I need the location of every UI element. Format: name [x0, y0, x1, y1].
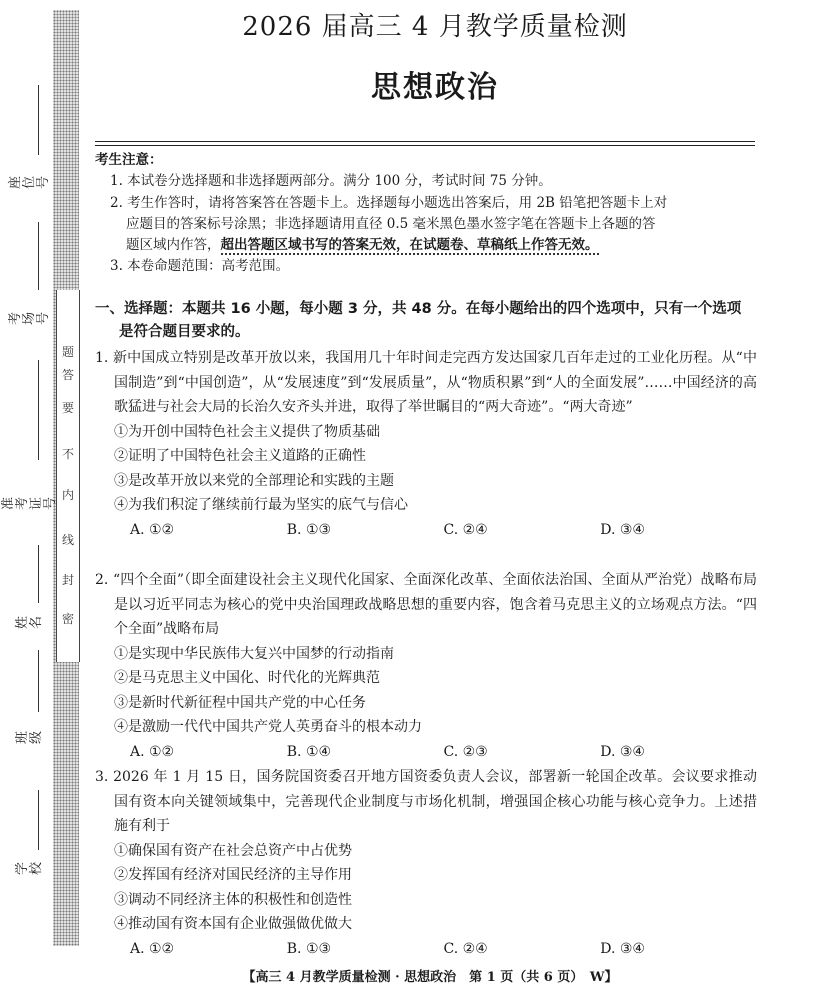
choice-b[interactable]: B. ①③ [286, 521, 332, 538]
notice-item-2-cont-2 [95, 235, 757, 256]
notice-item-2-line-1: 2. 考生作答时，请将答案答在答题卡上。选择题每小题选出答案后，用 2B 铅笔把答题卡上对 [110, 194, 668, 211]
choice-a[interactable]: A. ①② [130, 940, 175, 957]
admission-number-label: 准考证号 [1, 496, 58, 510]
class-label: 班级 [15, 730, 44, 744]
seal-char: 密 [61, 612, 74, 626]
question-3 [95, 765, 757, 961]
name-line[interactable] [38, 545, 39, 603]
subject-title: 思想政治 [371, 70, 499, 105]
choice-a[interactable]: A. ①② [130, 521, 175, 538]
option-2: ②发挥国有经济对国民经济的主导作用 [114, 867, 352, 883]
room-number-label: 考场号 [8, 311, 51, 325]
notice-scope: 高考范围。 [221, 258, 290, 275]
option-4: ④为我们积淀了继续前行最为坚实的底气与信心 [114, 497, 408, 513]
question-stem: 3. 2026 年 1 月 15 日，国务院国资委召开地方国资委负责人会议，部署新一轮国企改革。会议要求推动国有资本向关键领域集中，完善现代企业制度与市场化机制，增强国企核心功能与核心竞争力。上述措施有利于 [95, 769, 757, 834]
room-number-line[interactable] [38, 222, 39, 290]
seat-number-label: 座位号 [8, 175, 51, 189]
option-3: ③调动不同经济主体的积极性和创造性 [114, 891, 352, 908]
choice-d[interactable]: D. ③④ [600, 521, 645, 538]
section-heading-line-1: 一、选择题：本题共 16 小题，每小题 3 分，共 48 分。在每小题给出的四个选项中，只有一个选项 [95, 301, 742, 317]
seal-char: 题 [61, 345, 74, 359]
notice-item-2 [95, 193, 757, 214]
notice-item-3 [95, 256, 757, 277]
page-footer: 【高三 4 月教学质量检测 · 思想政治 第 1 页（共 6 页） W】 [242, 970, 618, 985]
admission-number-line[interactable] [38, 360, 39, 460]
notice-heading: 考生注意： [95, 152, 163, 168]
option-4: ④是激励一代代中国共产党人英勇奋斗的根本动力 [114, 719, 422, 735]
section-heading [95, 298, 759, 344]
option-1: ①为开创中国特色社会主义提供了物质基础 [114, 423, 380, 440]
notice-item-3-prefix: 3. 本卷命题范围： [110, 258, 222, 275]
exam-title: 2026 届高三 4 月教学质量检测 [242, 12, 628, 42]
option-3: ③是改革开放以来党的全部理论和实践的主题 [114, 472, 394, 489]
name-label: 姓名 [15, 615, 44, 629]
choice-d[interactable]: D. ③④ [600, 940, 645, 957]
choice-b[interactable]: B. ①④ [286, 743, 332, 760]
seal-char: 线 [61, 533, 74, 547]
notice-emphasis: 超出答题区域书写的答案无效，在试题卷、草稿纸上作答无效。 [220, 237, 599, 254]
choice-a[interactable]: A. ①② [130, 743, 175, 760]
question-stem: 1. 新中国成立特别是改革开放以来，我国用几十年时间走完西方发达国家几百年走过的工业化历程。从“中国制造”到“中国创造”，从“发展速度”到“发展质量”，从“物质积累”到“人的全面发展”……中国经济的高歌猛进与社会大局的长治久安齐头并进，取得了举世瞩目的“两大奇迹”。“两大奇迹” [95, 350, 757, 415]
seal-char: 答 [61, 368, 74, 382]
choice-d[interactable]: D. ③④ [600, 743, 645, 760]
question-1 [95, 346, 757, 542]
school-line[interactable] [38, 790, 39, 850]
option-1: ①是实现中华民族伟大复兴中国梦的行动指南 [114, 645, 394, 662]
notice-item-1: 1. 本试卷分选择题和非选择题两部分。满分 100 分，考试时间 75 分钟。 [110, 173, 552, 190]
option-4: ④推动国有资本国有企业做强做优做大 [114, 916, 352, 932]
option-2: ②是马克思主义中国化、时代化的光辉典范 [114, 670, 380, 686]
seal-line-box [56, 290, 80, 662]
notice-item-2-line-2: 应题目的答案标号涂黑；非选择题请用直径 0.5 毫米黑色墨水签字笔在答题卡上各题的答 [126, 215, 656, 232]
school-label: 学校 [15, 861, 44, 875]
header-rule [95, 141, 755, 146]
seal-char: 内 [61, 488, 74, 502]
notice-item-2-cont [95, 214, 757, 235]
candidate-notice [95, 150, 757, 278]
choice-c[interactable]: C. ②④ [443, 940, 488, 957]
notice-item-2-line-3: 题区域内作答， [126, 237, 221, 254]
binding-margin [0, 0, 80, 994]
answer-choices [95, 740, 757, 765]
answer-choices [95, 937, 757, 962]
class-line[interactable] [38, 650, 39, 712]
section-heading-line-2: 是符合题目要求的。 [119, 324, 250, 340]
option-1: ①确保国有资产在社会总资产中占优势 [114, 842, 352, 859]
seal-char: 不 [61, 447, 74, 461]
choice-c[interactable]: C. ②④ [443, 521, 488, 538]
question-2 [95, 568, 757, 764]
seal-char: 要 [61, 401, 74, 415]
seal-char: 封 [61, 573, 74, 587]
choice-c[interactable]: C. ②③ [443, 743, 488, 760]
choice-b[interactable]: B. ①③ [286, 940, 332, 957]
option-2: ②证明了中国特色社会主义道路的正确性 [114, 448, 366, 464]
seat-number-line[interactable] [38, 85, 39, 155]
answer-choices [95, 518, 757, 543]
option-3: ③是新时代新征程中国共产党的中心任务 [114, 694, 366, 711]
question-stem: 2. “四个全面”（即全面建设社会主义现代化国家、全面深化改革、全面依法治国、全面从严治党）战略布局是以习近平同志为核心的党中央治国理政战略思想的重要内容，饱含着马克思主义的立场观点方法。“四个全面”战略布局 [95, 572, 757, 637]
